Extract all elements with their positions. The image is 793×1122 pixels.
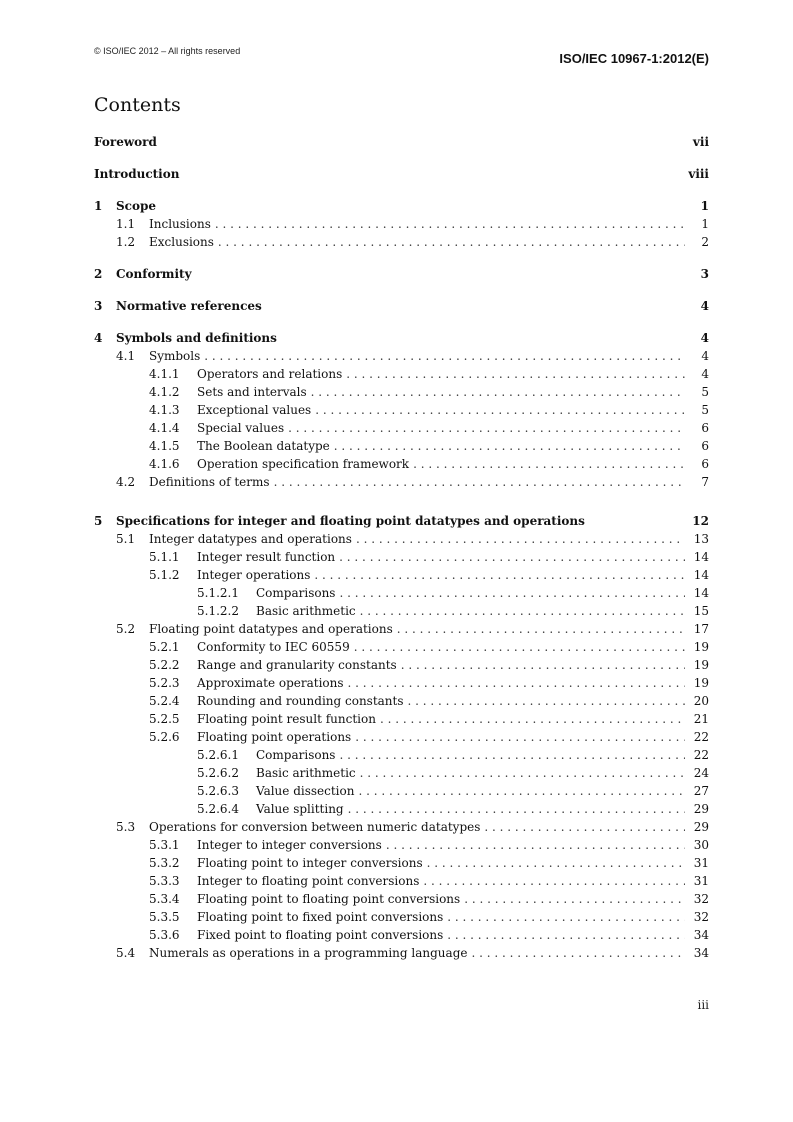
toc-entry-4-2[interactable] bbox=[94, 473, 709, 491]
dot-leader bbox=[334, 437, 685, 455]
toc-entry-page: 13 bbox=[693, 532, 709, 546]
dot-leader bbox=[401, 656, 685, 674]
toc-entry-title: Integer datatypes and operations bbox=[149, 532, 352, 546]
dot-leader bbox=[484, 818, 685, 836]
toc-entry-number: 4.1.6 bbox=[149, 457, 180, 471]
toc-entry-page: 7 bbox=[701, 475, 709, 489]
dot-leader bbox=[355, 728, 685, 746]
toc-entry-number: 5.2.6.4 bbox=[197, 802, 239, 816]
toc-entry-5-1-2-2[interactable] bbox=[94, 602, 709, 620]
toc-entry-title: Integer result function bbox=[197, 550, 336, 564]
toc-entry-number: 5.3.3 bbox=[149, 874, 180, 888]
toc-entry-5-1[interactable] bbox=[94, 530, 709, 548]
toc-entry-number: 4.1.1 bbox=[149, 367, 180, 381]
toc-entry-title: Rounding and rounding constants bbox=[197, 694, 404, 708]
dot-leader bbox=[339, 746, 685, 764]
toc-entry-page: 34 bbox=[693, 928, 709, 942]
toc-entry-title: Sets and intervals bbox=[197, 385, 307, 399]
toc-entry-title: Floating point datatypes and operations bbox=[149, 622, 393, 636]
toc-entry-page: 1 bbox=[701, 217, 709, 231]
toc-entry-number: 5.2 bbox=[116, 622, 136, 636]
toc-entry-page: 24 bbox=[693, 766, 709, 780]
toc-entry-title: Operators and relations bbox=[197, 367, 343, 381]
toc-entry-number: 5.3.5 bbox=[149, 910, 180, 924]
toc-entry-page: 5 bbox=[701, 385, 709, 399]
toc-entry-page: 6 bbox=[701, 421, 709, 435]
toc-entry-page: 6 bbox=[701, 439, 709, 453]
dot-leader bbox=[346, 365, 685, 383]
dot-leader bbox=[360, 602, 685, 620]
toc-entry-1-1[interactable] bbox=[94, 215, 709, 233]
toc-entry-page: 4 bbox=[701, 367, 709, 381]
toc-entry-page: 4 bbox=[700, 331, 709, 345]
toc-entry-5-2-2[interactable] bbox=[94, 656, 709, 674]
toc-entry-5-2-3[interactable] bbox=[94, 674, 709, 692]
dot-leader bbox=[354, 638, 685, 656]
toc-entry-number: 2 bbox=[94, 267, 103, 281]
toc-entry-5-1-2-1[interactable] bbox=[94, 584, 709, 602]
toc-entry-title: Comparisons bbox=[256, 586, 336, 600]
toc-entry-1-2[interactable] bbox=[94, 233, 709, 251]
toc-entry-page: 21 bbox=[693, 712, 709, 726]
dot-leader bbox=[413, 455, 685, 473]
toc-entry-5-3-6[interactable] bbox=[94, 926, 709, 944]
toc-entry-title: Numerals as operations in a programming language bbox=[149, 946, 468, 960]
toc-entry-page: 22 bbox=[693, 748, 709, 762]
toc-entry-number: 5.2.3 bbox=[149, 676, 180, 690]
toc-entry-title: The Boolean datatype bbox=[197, 439, 330, 453]
toc-entry-title: Exclusions bbox=[149, 235, 214, 249]
toc-entry-5-2-6-3[interactable] bbox=[94, 782, 709, 800]
toc-entry-5-2-1[interactable] bbox=[94, 638, 709, 656]
toc-entry-5-1-1[interactable] bbox=[94, 548, 709, 566]
toc-entry-page: 14 bbox=[693, 586, 709, 600]
toc-entry-number: 5.1.2 bbox=[149, 568, 180, 582]
toc-entry-title: Conformity bbox=[116, 267, 192, 281]
dot-leader bbox=[215, 215, 685, 233]
toc-entry-page: 32 bbox=[693, 892, 709, 906]
toc-entry-page: vii bbox=[692, 135, 709, 149]
toc-entry-4-1-5[interactable] bbox=[94, 437, 709, 455]
toc-entry-page: 2 bbox=[701, 235, 709, 249]
toc-entry-title: Comparisons bbox=[256, 748, 336, 762]
toc-entry-number: 4.1.4 bbox=[149, 421, 180, 435]
dot-leader bbox=[447, 926, 685, 944]
toc-entry-page: 20 bbox=[693, 694, 709, 708]
toc-entry-title: Fixed point to floating point conversions bbox=[197, 928, 444, 942]
dot-leader bbox=[360, 764, 685, 782]
toc-entry-page: 6 bbox=[701, 457, 709, 471]
page-number: iii bbox=[697, 998, 709, 1012]
toc-entry-title: Operation specification framework bbox=[197, 457, 410, 471]
toc-entry-page: viii bbox=[688, 167, 709, 181]
toc-entry-number: 1.1 bbox=[116, 217, 136, 231]
toc-entry-4-1[interactable] bbox=[94, 347, 709, 365]
toc-entry-title: Exceptional values bbox=[197, 403, 312, 417]
toc-entry-introduction[interactable] bbox=[94, 165, 709, 183]
toc-entry-page: 34 bbox=[693, 946, 709, 960]
toc-entry-number: 5.1.2.1 bbox=[197, 586, 239, 600]
toc-entry-number: 5.1.1 bbox=[149, 550, 180, 564]
toc-entry-title: Symbols and definitions bbox=[116, 331, 277, 345]
toc-entry-title: Special values bbox=[197, 421, 285, 435]
toc-entry-page: 15 bbox=[693, 604, 709, 618]
toc-entry-5-2-6[interactable] bbox=[94, 728, 709, 746]
toc-entry-page: 32 bbox=[693, 910, 709, 924]
dot-leader bbox=[356, 530, 685, 548]
toc-entry-title: Floating point result function bbox=[197, 712, 376, 726]
dot-leader bbox=[397, 620, 685, 638]
toc-entry-page: 19 bbox=[693, 676, 709, 690]
toc-entry-number: 5.2.1 bbox=[149, 640, 180, 654]
toc-entry-title: Specifications for integer and floating point datatypes and operations bbox=[116, 514, 585, 528]
toc-entry-number: 5.3.6 bbox=[149, 928, 180, 942]
toc-entry-5-4[interactable] bbox=[94, 944, 709, 962]
toc-entry-number: 5.2.6.3 bbox=[197, 784, 239, 798]
toc-entry-title: Normative references bbox=[116, 299, 262, 313]
toc-entry-page: 12 bbox=[692, 514, 709, 528]
dot-leader bbox=[315, 401, 685, 419]
toc-entry-title: Value splitting bbox=[256, 802, 344, 816]
toc-entry-title: Floating point to fixed point conversions bbox=[197, 910, 444, 924]
toc-entry-number: 4.1.3 bbox=[149, 403, 180, 417]
table-of-contents bbox=[94, 133, 709, 962]
toc-entry-number: 4 bbox=[94, 331, 103, 345]
toc-entry-number: 5.4 bbox=[116, 946, 136, 960]
dot-leader bbox=[311, 383, 685, 401]
toc-entry-number: 5.2.6.2 bbox=[197, 766, 239, 780]
toc-entry-5-2-6-1[interactable] bbox=[94, 746, 709, 764]
toc-entry-page: 19 bbox=[693, 658, 709, 672]
toc-entry-5-3-2[interactable] bbox=[94, 854, 709, 872]
toc-entry-page: 30 bbox=[693, 838, 709, 852]
toc-entry-page: 3 bbox=[700, 267, 709, 281]
page-title: Contents bbox=[94, 94, 181, 116]
toc-entry-page: 29 bbox=[693, 802, 709, 816]
toc-entry-title: Floating point operations bbox=[197, 730, 352, 744]
toc-entry-4-1-3[interactable] bbox=[94, 401, 709, 419]
toc-entry-number: 4.1.5 bbox=[149, 439, 180, 453]
toc-entry-title: Integer operations bbox=[197, 568, 311, 582]
dot-leader bbox=[314, 566, 685, 584]
toc-entry-number: 5.3.2 bbox=[149, 856, 180, 870]
toc-entry-5-3-5[interactable] bbox=[94, 908, 709, 926]
dot-leader bbox=[358, 782, 685, 800]
toc-entry-number: 5.3.4 bbox=[149, 892, 180, 906]
toc-entry-5-3-4[interactable] bbox=[94, 890, 709, 908]
toc-entry-title: Scope bbox=[116, 199, 157, 213]
toc-entry-number: 5.2.4 bbox=[149, 694, 180, 708]
toc-entry-5-2-6-2[interactable] bbox=[94, 764, 709, 782]
toc-entry-number: 4.1.2 bbox=[149, 385, 180, 399]
dot-leader bbox=[339, 548, 685, 566]
toc-entry-4-1-1[interactable] bbox=[94, 365, 709, 383]
toc-entry-page: 4 bbox=[700, 299, 709, 313]
toc-entry-3[interactable] bbox=[94, 297, 709, 315]
toc-entry-foreword[interactable] bbox=[94, 133, 709, 151]
toc-entry-5-3-3[interactable] bbox=[94, 872, 709, 890]
toc-entry-number: 5.1.2.2 bbox=[197, 604, 239, 618]
toc-entry-4-1-6[interactable] bbox=[94, 455, 709, 473]
toc-entry-2[interactable] bbox=[94, 265, 709, 283]
toc-entry-4[interactable] bbox=[94, 329, 709, 347]
dot-leader bbox=[348, 800, 685, 818]
toc-entry-number: 5.2.2 bbox=[149, 658, 180, 672]
toc-entry-number: 1 bbox=[94, 199, 103, 213]
toc-entry-title: Definitions of terms bbox=[149, 475, 270, 489]
toc-entry-page: 17 bbox=[693, 622, 709, 636]
toc-entry-number: 5.3.1 bbox=[149, 838, 180, 852]
toc-entry-page: 29 bbox=[693, 820, 709, 834]
toc-entry-title: Range and granularity constants bbox=[197, 658, 397, 672]
toc-entry-5-3[interactable] bbox=[94, 818, 709, 836]
toc-entry-title: Conformity to IEC 60559 bbox=[197, 640, 350, 654]
dot-leader bbox=[427, 854, 685, 872]
toc-entry-number: 4.1 bbox=[116, 349, 136, 363]
dot-leader bbox=[274, 473, 685, 491]
toc-entry-title: Symbols bbox=[149, 349, 201, 363]
toc-entry-title: Basic arithmetic bbox=[256, 766, 356, 780]
toc-entry-title: Floating point to floating point conversions bbox=[197, 892, 461, 906]
toc-entry-page: 31 bbox=[693, 856, 709, 870]
toc-entry-5-1-2[interactable] bbox=[94, 566, 709, 584]
toc-entry-number: 5.2.5 bbox=[149, 712, 180, 726]
dot-leader bbox=[348, 674, 685, 692]
dot-leader bbox=[447, 908, 685, 926]
toc-entry-number: 5.2.6.1 bbox=[197, 748, 239, 762]
dot-leader bbox=[380, 710, 685, 728]
dot-leader bbox=[339, 584, 685, 602]
standard-identifier: ISO/IEC 10967-1:2012(E) bbox=[559, 51, 709, 66]
toc-entry-page: 5 bbox=[701, 403, 709, 417]
toc-entry-title: Integer to floating point conversions bbox=[197, 874, 420, 888]
toc-entry-page: 14 bbox=[693, 550, 709, 564]
dot-leader bbox=[288, 419, 685, 437]
toc-entry-title: Floating point to integer conversions bbox=[197, 856, 423, 870]
toc-entry-title: Introduction bbox=[94, 167, 180, 181]
toc-entry-title: Value dissection bbox=[256, 784, 355, 798]
toc-entry-5-2[interactable] bbox=[94, 620, 709, 638]
toc-entry-1[interactable] bbox=[94, 197, 709, 215]
toc-entry-page: 27 bbox=[693, 784, 709, 798]
toc-entry-title: Integer to integer conversions bbox=[197, 838, 382, 852]
toc-entry-5-2-5[interactable] bbox=[94, 710, 709, 728]
dot-leader bbox=[464, 890, 685, 908]
toc-entry-page: 4 bbox=[701, 349, 709, 363]
toc-entry-5-3-1[interactable] bbox=[94, 836, 709, 854]
toc-entry-title: Basic arithmetic bbox=[256, 604, 356, 618]
toc-entry-4-1-4[interactable] bbox=[94, 419, 709, 437]
toc-entry-5-2-4[interactable] bbox=[94, 692, 709, 710]
toc-entry-page: 19 bbox=[693, 640, 709, 654]
dot-leader bbox=[408, 692, 685, 710]
toc-entry-4-1-2[interactable] bbox=[94, 383, 709, 401]
toc-entry-5-2-6-4[interactable] bbox=[94, 800, 709, 818]
dot-leader bbox=[218, 233, 685, 251]
toc-entry-title: Operations for conversion between numeric datatypes bbox=[149, 820, 481, 834]
dot-leader bbox=[386, 836, 685, 854]
toc-entry-5[interactable] bbox=[94, 512, 709, 530]
toc-entry-number: 5.2.6 bbox=[149, 730, 180, 744]
dot-leader bbox=[204, 347, 685, 365]
dot-leader bbox=[471, 944, 685, 962]
toc-entry-page: 1 bbox=[700, 199, 709, 213]
toc-entry-page: 14 bbox=[693, 568, 709, 582]
toc-entry-page: 31 bbox=[693, 874, 709, 888]
toc-entry-title: Inclusions bbox=[149, 217, 211, 231]
dot-leader bbox=[423, 872, 685, 890]
toc-entry-number: 5.3 bbox=[116, 820, 136, 834]
toc-entry-title: Foreword bbox=[94, 135, 157, 149]
copyright-notice: © ISO/IEC 2012 – All rights reserved bbox=[94, 46, 241, 56]
toc-entry-number: 1.2 bbox=[116, 235, 136, 249]
toc-entry-title: Approximate operations bbox=[197, 676, 344, 690]
toc-entry-number: 5 bbox=[94, 514, 103, 528]
toc-entry-number: 3 bbox=[94, 299, 103, 313]
toc-entry-page: 22 bbox=[693, 730, 709, 744]
toc-entry-number: 4.2 bbox=[116, 475, 136, 489]
toc-entry-number: 5.1 bbox=[116, 532, 136, 546]
